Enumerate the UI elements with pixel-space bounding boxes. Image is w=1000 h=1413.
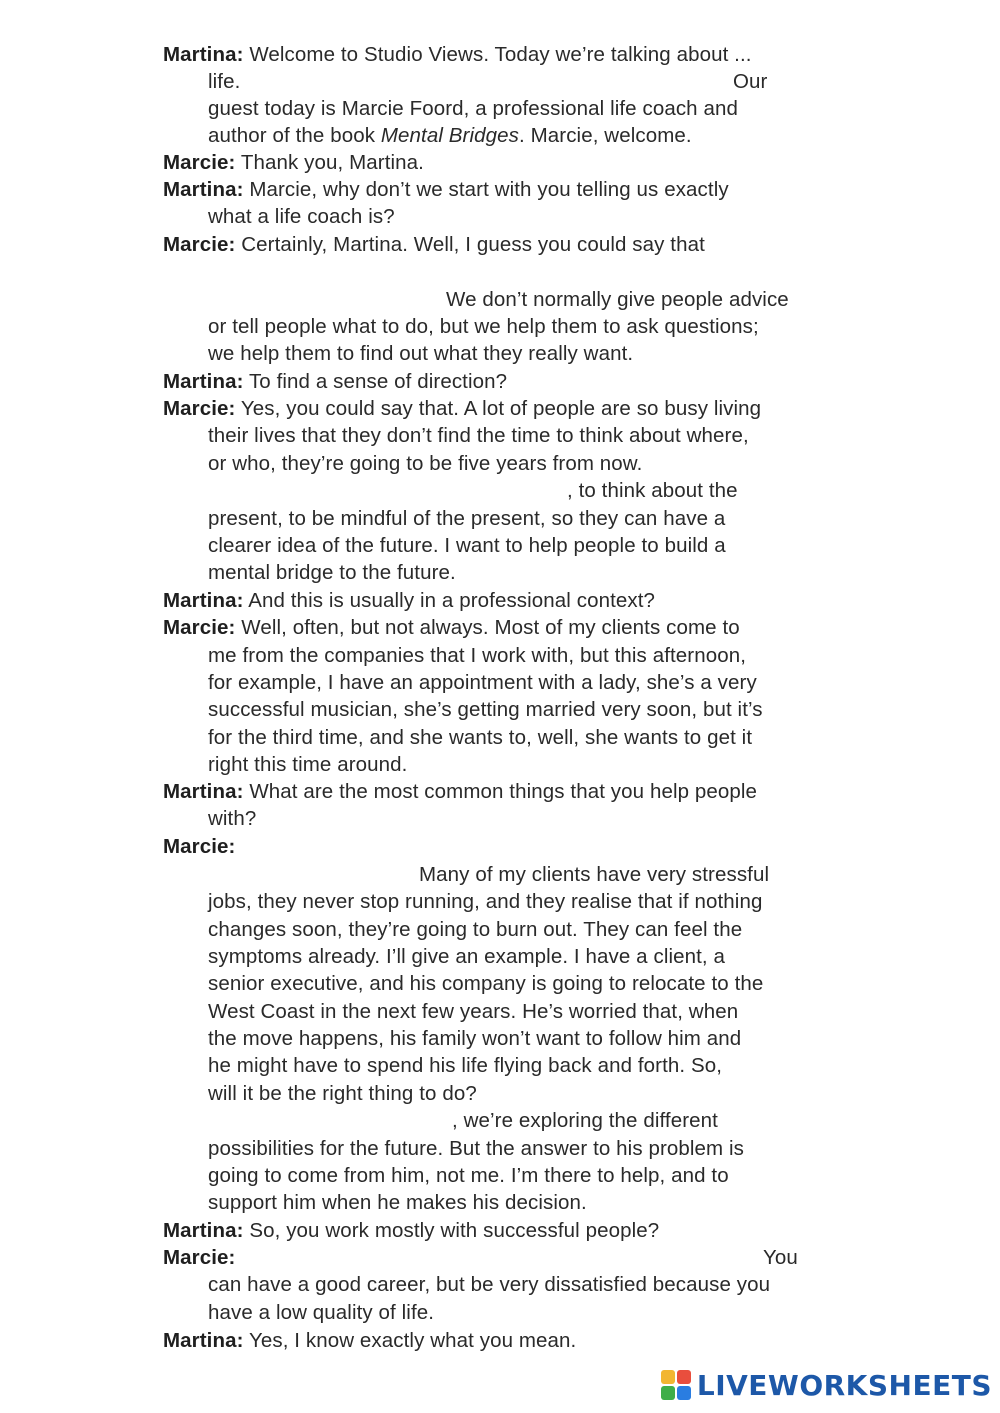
line-39: , we’re exploring the different [452, 1109, 718, 1132]
line-13: Marcie: Yes, you could say that. A lot of people are so busy living [163, 397, 762, 420]
speaker-marcie: Marcie: [163, 397, 236, 420]
line-33: symptoms already. I’ll give an example. I have a client, a [208, 945, 726, 968]
line-17: present, to be mindful of the present, so they can have a [208, 507, 726, 530]
speaker-martina: Martina: [163, 370, 244, 393]
speaker-martina: Martina: [163, 1219, 244, 1242]
line-20: Martina: And this is usually in a professional context? [163, 589, 656, 612]
line-22: me from the companies that I work with, but this afternoon, [208, 644, 747, 667]
line-34: senior executive, and his company is going to relocate to the [208, 972, 764, 995]
line-12: Martina: To find a sense of direction? [163, 370, 508, 393]
line-2a: life. [208, 70, 241, 93]
line-44b: You [763, 1246, 798, 1269]
line-25: for the third time, and she wants to, well, she wants to get it [208, 726, 753, 749]
line-4: author of the book Mental Bridges. Marcie, welcome. [208, 124, 692, 147]
line-41: going to come from him, not me. I’m there to help, and to [208, 1164, 729, 1187]
line-16: , to think about the [567, 479, 738, 502]
line-30: Many of my clients have very stressful [419, 863, 770, 886]
line-32: changes soon, they’re going to burn out. They can feel the [208, 918, 743, 941]
line-45: can have a good career, but be very dissatisfied because you [208, 1273, 771, 1296]
book-title: Mental Bridges [380, 124, 519, 147]
speaker-marcie: Marcie: [163, 233, 236, 256]
line-2b: Our [733, 70, 768, 93]
speaker-martina: Martina: [163, 178, 244, 201]
line-47: Martina: Yes, I know exactly what you mean. [163, 1329, 577, 1352]
line-9: We don’t normally give people advice [446, 288, 789, 311]
line-31: jobs, they never stop running, and they realise that if nothing [208, 890, 763, 913]
speaker-marcie: Marcie: [163, 1246, 236, 1269]
line-44a [163, 1244, 235, 1271]
line-15: or who, they’re going to be five years from now. [208, 452, 643, 475]
speaker-martina: Martina: [163, 43, 244, 66]
speaker-marcie: Marcie: [163, 151, 236, 174]
line-27: Martina: What are the most common things that you help people [163, 780, 758, 803]
liveworksheets-logo [661, 1365, 992, 1405]
line-6: Martina: Marcie, why don’t we start with you telling us exactly [163, 178, 729, 201]
line-43: Martina: So, you work mostly with successful people? [163, 1219, 660, 1242]
line-26: right this time around. [208, 753, 408, 776]
line-36: the move happens, his family won’t want to follow him and [208, 1027, 742, 1050]
speaker-martina: Martina: [163, 780, 244, 803]
line-3: guest today is Marcie Foord, a professional life coach and [208, 97, 738, 120]
line-37: he might have to spend his life flying back and forth. So, [208, 1054, 723, 1077]
line-38: will it be the right thing to do? [208, 1082, 477, 1105]
line-7: what a life coach is? [208, 205, 395, 228]
line-29 [163, 833, 235, 860]
speaker-marcie: Marcie: [163, 616, 236, 639]
line-11: we help them to find out what they really want. [208, 342, 634, 365]
line-18: clearer idea of the future. I want to help people to build a [208, 534, 726, 557]
logo-text: LIVEWORKSHEETS [696, 1368, 992, 1402]
line-24: successful musician, she’s getting married very soon, but it’s [208, 698, 763, 721]
speaker-martina: Martina: [163, 589, 244, 612]
line-46: have a low quality of life. [208, 1301, 435, 1324]
line-10: or tell people what to do, but we help them to ask questions; [208, 315, 759, 338]
speaker-martina: Martina: [163, 1329, 244, 1352]
line-14: their lives that they don’t find the time to think about where, [208, 424, 749, 447]
line-35: West Coast in the next few years. He’s worried that, when [208, 1000, 739, 1023]
line-5: Marcie: Thank you, Martina. [163, 151, 424, 174]
line-21: Marcie: Well, often, but not always. Most of my clients come to [163, 616, 740, 639]
speaker-marcie: Marcie: [163, 835, 236, 858]
line-23: for example, I have an appointment with a lady, she’s a very [208, 671, 757, 694]
line-1: Martina: Welcome to Studio Views. Today we’re talking about ... [163, 43, 752, 66]
logo-grid-icon [661, 1370, 691, 1400]
line-40: possibilities for the future. But the answer to his problem is [208, 1137, 745, 1160]
line-19: mental bridge to the future. [208, 561, 456, 584]
line-42: support him when he makes his decision. [208, 1191, 587, 1214]
line-8: Marcie: Certainly, Martina. Well, I guess you could say that [163, 233, 705, 256]
line-28: with? [208, 807, 257, 830]
